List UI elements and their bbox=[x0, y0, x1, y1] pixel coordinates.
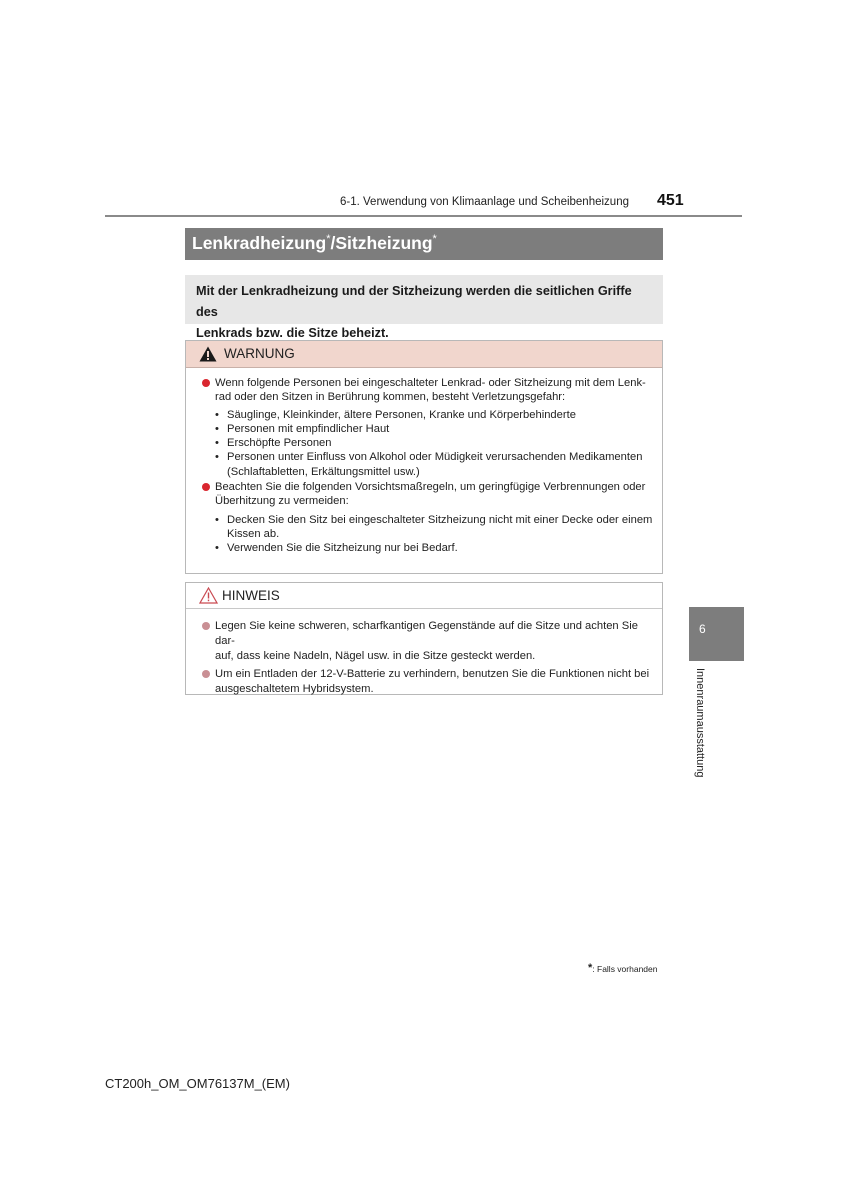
document-code: CT200h_OM_OM76137M_(EM) bbox=[105, 1076, 290, 1091]
footnote-marker: * bbox=[326, 233, 331, 245]
notice-item-line: auf, dass keine Nadeln, Nägel usw. in die Sitze gesteckt werden. bbox=[215, 649, 536, 662]
notice-triangle-icon bbox=[199, 587, 218, 607]
footnote-star: * bbox=[588, 962, 593, 974]
page-header-section-title: 6-1. Verwendung von Klimaanlage und Scheibenheizung bbox=[340, 196, 629, 208]
warning-item-line: Wenn folgende Personen bei eingeschalteter Lenkrad- oder Sitzheizung mit dem Lenk- bbox=[215, 377, 646, 389]
warning-item-line: rad oder den Sitzen in Berührung kommen, besteht Verletzungsgefahr: bbox=[215, 391, 566, 404]
intro-box bbox=[185, 275, 663, 340]
red-bullet-icon bbox=[202, 483, 210, 491]
footnote-marker: * bbox=[432, 233, 437, 245]
warning-item bbox=[200, 480, 654, 509]
section-title-part1: Lenkradheizung bbox=[192, 233, 327, 253]
notice-item bbox=[200, 619, 654, 663]
warning-subitem bbox=[200, 436, 654, 450]
warning-header bbox=[186, 341, 662, 368]
notice-item bbox=[200, 667, 654, 697]
notice-item-line: Legen Sie keine schweren, scharfkantigen Gegenstände auf die Sitze und achten Sie dar- bbox=[215, 620, 638, 647]
section-title bbox=[185, 228, 663, 260]
warning-subitem bbox=[200, 408, 654, 422]
notice-body bbox=[186, 609, 662, 697]
warning-box bbox=[185, 340, 663, 574]
notice-item-line: ausgeschaltetem Hybridsystem. bbox=[215, 683, 374, 696]
warning-subitem-text: Säuglinge, Kleinkinder, ältere Personen, Kranke und Körperbehinderte bbox=[227, 408, 576, 421]
section-title-part2: /Sitzheizung bbox=[330, 233, 433, 253]
notice-item-line: Um ein Entladen der 12-V-Batterie zu verhindern, benutzen Sie die Funktionen nicht bei bbox=[215, 668, 650, 681]
mauve-bullet-icon bbox=[202, 622, 210, 630]
chapter-number: 6 bbox=[699, 622, 706, 636]
warning-subitem bbox=[200, 450, 654, 464]
notice-box bbox=[185, 582, 663, 695]
red-bullet-icon bbox=[202, 379, 210, 387]
warning-subitem bbox=[200, 422, 654, 436]
mauve-bullet-icon bbox=[202, 670, 210, 678]
footnote-text: : Falls vorhanden bbox=[592, 964, 658, 974]
warning-subitem-text: Verwenden Sie die Sitzheizung nur bei Bedarf. bbox=[227, 542, 458, 555]
bullet-icon: • bbox=[215, 408, 219, 421]
warning-subitem-text: Personen mit empfindlicher Haut bbox=[227, 422, 390, 435]
bullet-icon: • bbox=[215, 437, 219, 450]
warning-subitem-text: Personen unter Einfluss von Alkohol oder Müdigkeit verursachenden Medikamenten bbox=[227, 451, 643, 464]
warning-subitem-text: Decken Sie den Sitz bei eingeschalteter Sitzheizung nicht mit einer Decke oder einem bbox=[227, 513, 653, 526]
warning-item-line: Beachten Sie die folgenden Vorsichtsmaßregeln, um geringfügige Verbrennungen oder bbox=[215, 481, 646, 494]
warning-subitem bbox=[200, 541, 654, 555]
warning-subitem bbox=[200, 513, 654, 527]
warning-item bbox=[200, 376, 654, 405]
notice-header bbox=[186, 583, 662, 609]
footnote bbox=[588, 962, 657, 974]
intro-text-line: Mit der Lenkradheizung und der Sitzheizung werden die seitlichen Griffe des bbox=[196, 284, 632, 319]
bullet-icon: • bbox=[215, 422, 219, 435]
warning-label: WARNUNG bbox=[224, 346, 295, 361]
bullet-icon: • bbox=[215, 451, 219, 464]
intro-text-line: Lenkrads bzw. die Sitze beheizt. bbox=[196, 326, 389, 340]
warning-subitem-text: Erschöpfte Personen bbox=[227, 437, 332, 450]
warning-subitem-text: (Schlaftabletten, Erkältungsmittel usw.) bbox=[227, 465, 420, 478]
warning-subitem-continuation bbox=[200, 465, 654, 479]
chapter-tab[interactable] bbox=[689, 607, 744, 661]
chapter-label: Innenraumausstattung bbox=[694, 668, 706, 778]
warning-item-line: Überhitzung zu vermeiden: bbox=[215, 495, 349, 508]
bullet-icon: • bbox=[215, 542, 219, 555]
bullet-icon: • bbox=[215, 513, 219, 526]
header-divider bbox=[105, 215, 742, 217]
warning-subitem-text: Kissen ab. bbox=[227, 527, 280, 540]
page-number: 451 bbox=[657, 192, 684, 209]
warning-body bbox=[186, 368, 662, 556]
notice-label: HINWEIS bbox=[222, 588, 280, 603]
warning-subitem-continuation bbox=[200, 527, 654, 541]
warning-triangle-icon bbox=[199, 346, 217, 365]
